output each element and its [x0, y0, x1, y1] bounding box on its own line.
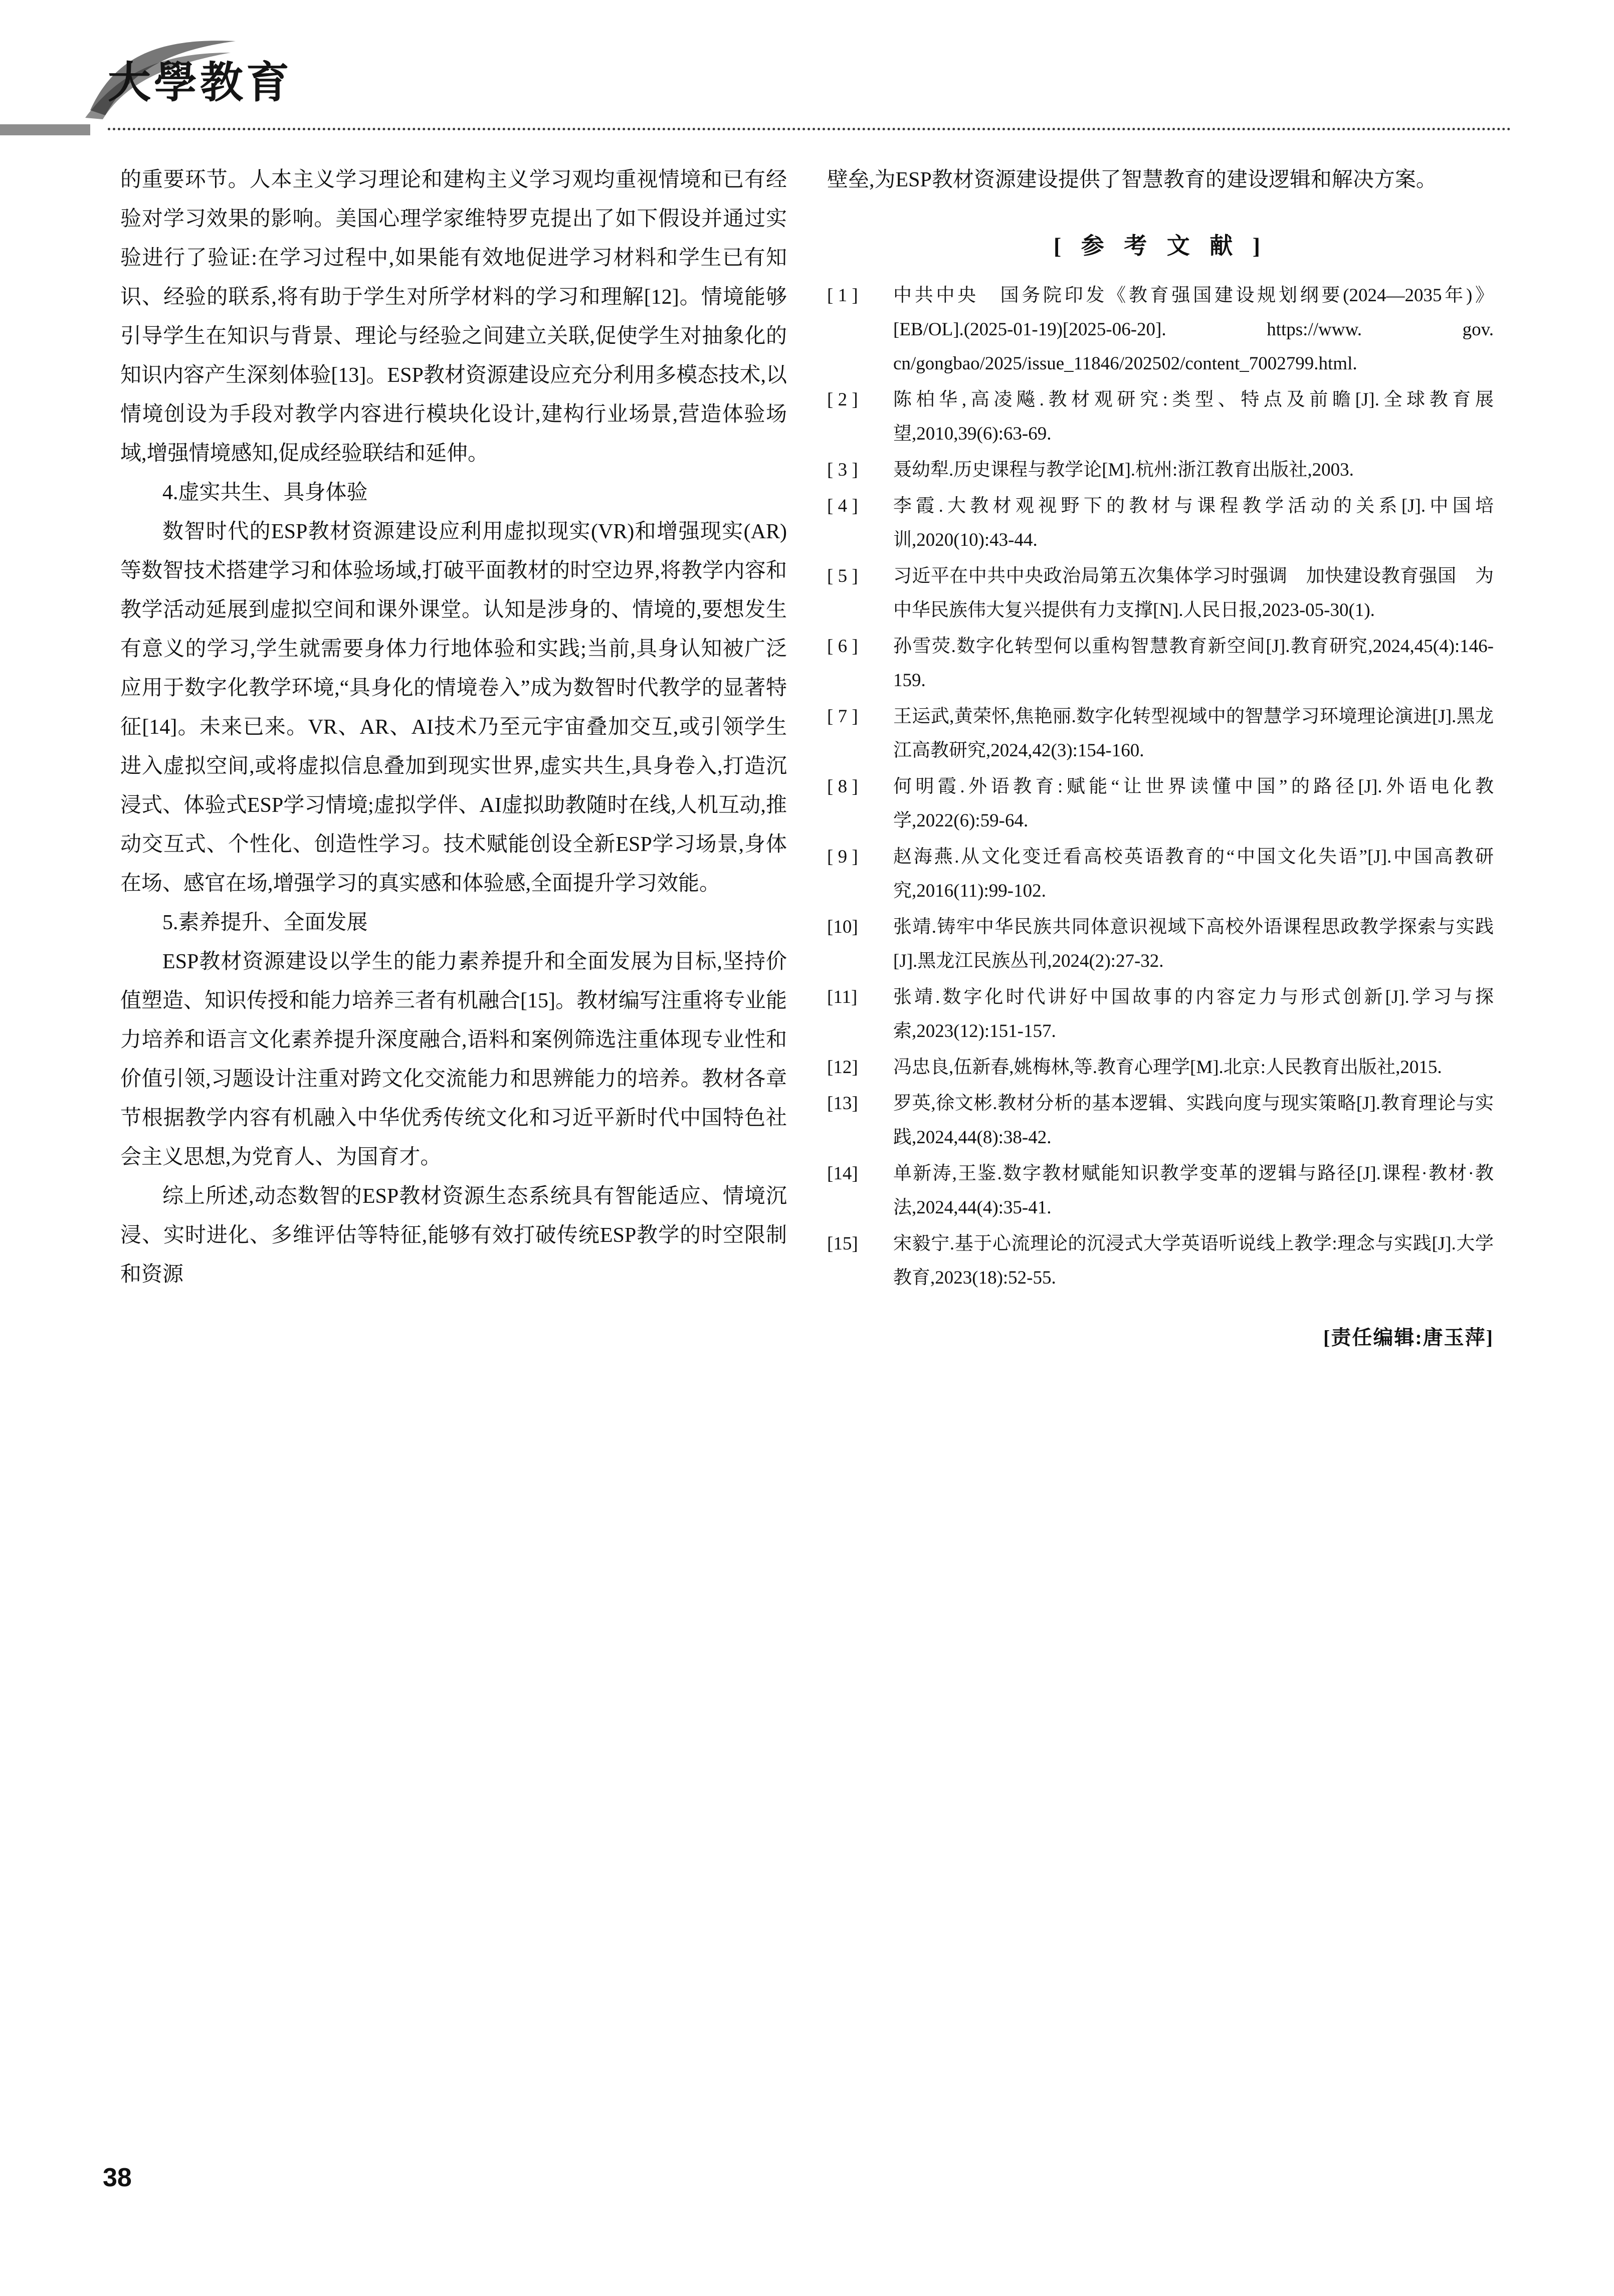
- reference-number: [ 3 ]: [827, 460, 858, 480]
- reference-number: [ 4 ]: [827, 496, 858, 516]
- body-paragraph: 综上所述,动态数智的ESP教材资源生态系统具有智能适应、情境沉浸、实时进化、多维评估等特征,能够有效打破传统ESP教学的时空限制和资源: [120, 1185, 787, 1286]
- page-header: [0, 0, 1614, 150]
- reference-item: [827, 1087, 1494, 1155]
- reference-number: [10]: [827, 917, 858, 937]
- reference-item: [827, 383, 1494, 451]
- reference-text: 李霞.大教材观视野下的教材与课程教学活动的关系[J].中国培训,2020(10):43-44.: [893, 496, 1494, 550]
- reference-number: [ 7 ]: [827, 706, 858, 727]
- reference-number: [ 1 ]: [827, 285, 858, 306]
- reference-item: [827, 453, 1494, 487]
- reference-text: 孙雪荧.数字化转型何以重构智慧教育新空间[J].教育研究,2024,45(4):146-159.: [893, 636, 1494, 691]
- reference-item: [827, 1227, 1494, 1295]
- body-paragraph: 数智时代的ESP教材资源建设应利用虚拟现实(VR)和增强现实(AR)等数智技术搭建学习和体验场域,打破平面教材的时空边界,将教学内容和教学活动延展到虚拟空间和课外课堂。认知是涉身的、情境的,要想发生有意义的学习,学生就需要身体力行地体验和实践;当前,具身认知被广泛应用于数字化教学环境,“具身化的情境卷入”成为数智时代教学的显著特征[14]。未来已来。VR、AR、AI技术乃至元宇宙叠加交互,或引领学生进入虚拟空间,或将虚拟信息叠加到现实世界,虚实共生,具身卷入,打造沉浸式、体验式ESP学习情境;虚拟学伴、AI虚拟助教随时在线,人机互动,推动交互式、个性化、创造性学习。技术赋能创设全新ESP学习场景,身体在场、感官在场,增强学习的真实感和体验感,全面提升学习效能。: [120, 520, 787, 895]
- reference-text: 中共中央 国务院印发《教育强国建设规划纲要(2024—2035年)》[EB/OL].(2025-01-19)[2025-06-20]. https://www. gov. cn/gongbao/2025/issue_11846/202502/content_7002799.html.: [893, 285, 1494, 374]
- reference-number: [14]: [827, 1163, 858, 1184]
- header-accent-block: [0, 124, 90, 135]
- page-number: 38: [103, 2163, 132, 2192]
- reference-item: [827, 770, 1494, 838]
- section-heading-4: 4.虚实共生、具身体验: [162, 481, 368, 504]
- reference-number: [ 2 ]: [827, 389, 858, 410]
- reference-text: 张靖.铸牢中华民族共同体意识视域下高校外语课程思政教学探索与实践[J].黑龙江民族丛刊,2024(2):27-32.: [893, 917, 1494, 971]
- reference-text: 单新涛,王鉴.数字教材赋能知识教学变革的逻辑与路径[J].课程·教材·教法,2024,44(4):35-41.: [893, 1163, 1494, 1218]
- reference-number: [ 8 ]: [827, 776, 858, 797]
- reference-number: [11]: [827, 987, 858, 1007]
- reference-text: 冯忠良,伍新春,姚梅林,等.教育心理学[M].北京:人民教育出版社,2015.: [893, 1057, 1442, 1078]
- reference-text: 张靖.数字化时代讲好中国故事的内容定力与形式创新[J].学习与探索,2023(12):151-157.: [893, 987, 1494, 1041]
- reference-text: 赵海燕.从文化变迁看高校英语教育的“中国文化失语”[J].中国高教研究,2016(11):99-102.: [893, 847, 1494, 901]
- editor-note: [责任编辑:唐玉萍]: [1323, 1326, 1494, 1349]
- body-paragraph: 的重要环节。人本主义学习理论和建构主义学习观均重视情境和已有经验对学习效果的影响。美国心理学家维特罗克提出了如下假设并通过实验进行了验证:在学习过程中,如果能有效地促进学习材料和学生已有知识、经验的联系,将有助于学生对所学材料的学习和理解[12]。情境能够引导学生在知识与背景、理论与经验之间建立关联,促使学生对抽象化的知识内容产生深刻体验[13]。ESP教材资源建设应充分利用多模态技术,以情境创设为手段对教学内容进行模块化设计,建构行业场景,营造体验场域,增强情境感知,促成经验联结和延伸。: [120, 168, 787, 465]
- reference-item: [827, 980, 1494, 1049]
- reference-number: [ 9 ]: [827, 847, 858, 867]
- reference-number: [12]: [827, 1057, 858, 1078]
- reference-item: [827, 1051, 1494, 1085]
- reference-item: [827, 1157, 1494, 1225]
- reference-number: [15]: [827, 1233, 858, 1254]
- section-heading-5: 5.素养提升、全面发展: [162, 911, 368, 934]
- reference-number: [ 5 ]: [827, 566, 858, 586]
- reference-item: [827, 630, 1494, 698]
- reference-number: [ 6 ]: [827, 636, 858, 657]
- references-heading: [ 参 考 文 献 ]: [1053, 233, 1268, 259]
- header-divider: [108, 128, 1511, 130]
- reference-item: [827, 279, 1494, 381]
- body-paragraph: ESP教材资源建设以学生的能力素养提升和全面发展为目标,坚持价值塑造、知识传授和能力培养三者有机融合[15]。教材编写注重将专业能力培养和语言文化素养提升深度融合,语料和案例筛选注重体现专业性和价值引领,习题设计注重对跨文化交流能力和思辨能力的培养。教材各章节根据教学内容有机融入中华优秀传统文化和习近平新时代中国特色社会主义思想,为党育人、为国育才。: [120, 950, 787, 1169]
- reference-text: 王运武,黄荣怀,焦艳丽.数字化转型视域中的智慧学习环境理论演进[J].黑龙江高教研究,2024,42(3):154-160.: [893, 706, 1494, 761]
- reference-text: 陈柏华,高凌飚.教材观研究:类型、特点及前瞻[J].全球教育展望,2010,39(6):63-69.: [893, 389, 1494, 444]
- journal-title: 大學教育: [108, 57, 292, 108]
- reference-text: 罗英,徐文彬.教材分析的基本逻辑、实践向度与现实策略[J].教育理论与实践,2024,44(8):38-42.: [893, 1093, 1494, 1148]
- reference-text: 宋毅宁.基于心流理论的沉浸式大学英语听说线上教学:理念与实践[J].大学教育,2023(18):52-55.: [893, 1233, 1494, 1288]
- reference-item: [827, 700, 1494, 768]
- reference-number: [13]: [827, 1093, 858, 1114]
- references-list: [827, 279, 1494, 1295]
- reference-text: 习近平在中共中央政治局第五次集体学习时强调 加快建设教育强国 为中华民族伟大复兴提供有力支撑[N].人民日报,2023-05-30(1).: [893, 566, 1494, 620]
- reference-item: [827, 910, 1494, 978]
- reference-item: [827, 489, 1494, 557]
- left-column: [120, 160, 787, 1294]
- body-paragraph: 壁垒,为ESP教材资源建设提供了智慧教育的建设逻辑和解决方案。: [827, 168, 1437, 191]
- reference-text: 何明霞.外语教育:赋能“让世界读懂中国”的路径[J].外语电化教学,2022(6):59-64.: [893, 776, 1494, 831]
- reference-item: [827, 559, 1494, 628]
- reference-item: [827, 840, 1494, 908]
- reference-text: 聂幼犁.历史课程与教学论[M].杭州:浙江教育出版社,2003.: [893, 460, 1354, 480]
- right-column: [827, 160, 1494, 1357]
